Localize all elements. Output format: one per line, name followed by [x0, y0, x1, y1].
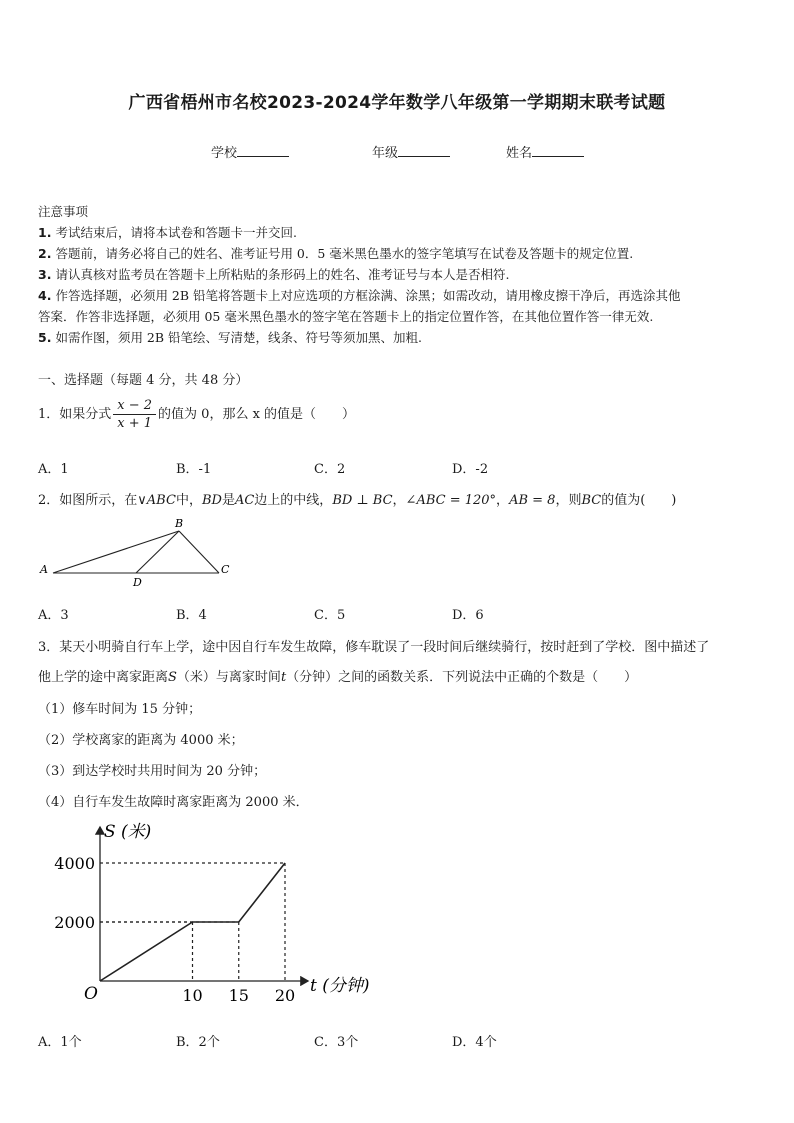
statement: （2）学校离家的距离为 4000 米； [38, 733, 244, 748]
x-tick-label: 10 [182, 986, 203, 1005]
point-d-label: D [133, 576, 142, 589]
statement: （3）到达学校时共用时间为 20 分钟； [38, 764, 267, 779]
q3-option-c[interactable]: C．3个 [314, 1035, 359, 1050]
segment-ab [53, 531, 179, 573]
series-line [100, 863, 285, 981]
origin-label: O [84, 984, 98, 1004]
statement: （1）修车时间为 15 分钟； [38, 702, 202, 717]
notice-item: 5. 如需作图，须用 2B 铅笔绘、写清楚，线条、符号等须加黑、加粗. [38, 330, 422, 345]
grade-label: 年级 [372, 146, 399, 161]
q1-option-a[interactable]: A．1 [38, 462, 69, 477]
q1-option-d[interactable]: D．-2 [452, 462, 489, 477]
fraction: $\frac{x - 2}{x + 1}$ [113, 398, 156, 431]
question-3-line-2: 他上学的途中离家距离S（米）与离家时间t（分钟）之间的函数关系．下列说法中正确的个数是（ ） [38, 670, 638, 685]
point-c-label: C [221, 563, 230, 576]
triangle-figure [36, 515, 236, 593]
name-label: 姓名 [506, 146, 533, 161]
y-tick-label: 4000 [54, 854, 95, 873]
segment-bd [136, 531, 179, 573]
x-tick-label: 20 [274, 986, 296, 1005]
distance-time-graph [40, 815, 390, 1010]
x-tick-label: 15 [228, 986, 249, 1005]
grade-blank[interactable] [398, 145, 450, 157]
segment-bc [179, 531, 219, 573]
name-blank[interactable] [532, 145, 584, 157]
q2-option-a[interactable]: A．3 [38, 608, 69, 623]
notice-item: 2. 答题前，请务必将自己的姓名、准考证号用 0．5 毫米黑色墨水的签字笔填写在试卷及答题卡的规定位置. [38, 246, 634, 261]
section-title: 一、选择题（每题 4 分，共 48 分） [38, 373, 249, 388]
question-1: 1．如果分式 $\frac{x - 2}{x + 1}$ 的值为 0，那么 x 的值是（ ） [38, 398, 356, 431]
q2-option-d[interactable]: D．6 [452, 608, 484, 623]
question-2: 2．如图所示，在∨ABC中，BD是AC边上的中线，BD ⊥ BC，∠ABC = 120°，AB = 8，则BC的值为( ) [38, 493, 677, 508]
question-3-line-1: 3．某天小明骑自行车上学，途中因自行车发生故障，修车耽误了一段时间后继续骑行，按时赶到了学校．图中描述了 [38, 640, 710, 655]
q2-option-b[interactable]: B．4 [176, 608, 207, 623]
point-a-label: A [40, 563, 48, 576]
q3-option-b[interactable]: B．2个 [176, 1035, 220, 1050]
notice-heading: 注意事项 [38, 204, 89, 219]
school-label: 学校 [211, 146, 238, 161]
grade-field [372, 142, 450, 161]
name-field [506, 142, 584, 161]
notice-item: 1. 考试结束后，请将本试卷和答题卡一并交回. [38, 225, 297, 240]
notice-item-continued: 答案．作答非选择题，必须用 05 毫米黑色墨水的签字笔在答题卡上的指定位置作答，在其他位置作答一律无效. [38, 309, 654, 324]
point-b-label: B [175, 517, 184, 530]
q2-option-c[interactable]: C．5 [314, 608, 346, 623]
school-blank[interactable] [237, 145, 289, 157]
q1-option-c[interactable]: C．2 [314, 462, 346, 477]
notice-item: 3. 请认真核对监考员在答题卡上所粘贴的条形码上的姓名、准考证号与本人是否相符. [38, 267, 510, 282]
q3-option-d[interactable]: D．4个 [452, 1035, 497, 1050]
y-axis-label: S (米) [104, 822, 152, 842]
x-axis-label: t (分钟) [310, 976, 370, 996]
y-tick-label: 2000 [54, 913, 95, 932]
q1-option-b[interactable]: B．-1 [176, 462, 212, 477]
notice-item: 4. 作答选择题，必须用 2B 铅笔将答题卡上对应选项的方框涂满、涂黑；如需改动，请用橡皮擦干净后，再选涂其他 [38, 288, 681, 303]
page-title: 广西省梧州市名校2023-2024学年数学八年级第一学期期末联考试题 [128, 93, 666, 113]
school-field [211, 142, 289, 161]
statement: （4）自行车发生故障时离家距离为 2000 米． [38, 795, 309, 810]
q3-option-a[interactable]: A．1个 [38, 1035, 82, 1050]
